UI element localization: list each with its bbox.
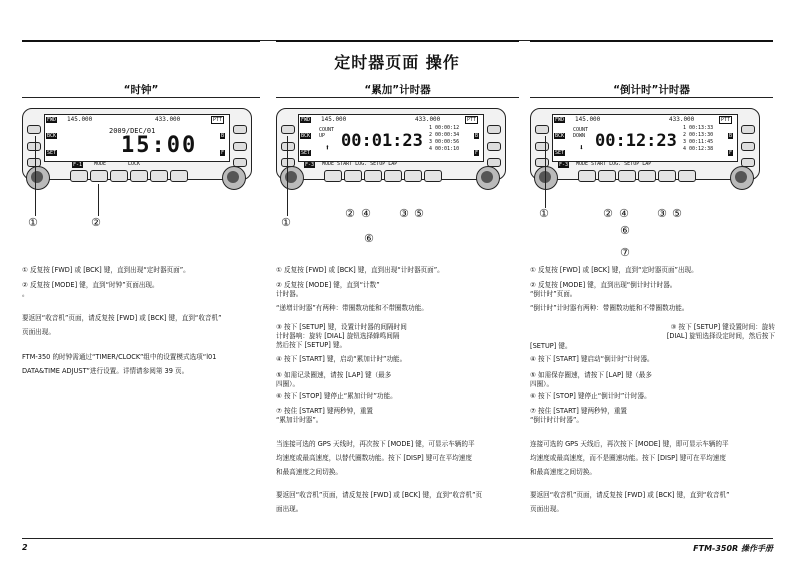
lap-item: 1 00:13:33: [683, 125, 714, 131]
soft-key: [678, 170, 696, 182]
soft-key: [90, 170, 108, 182]
lcd-b: B: [221, 133, 225, 139]
left-knob: [280, 166, 304, 190]
soft-key: [110, 170, 128, 182]
side-button: [535, 142, 549, 151]
lcd-ptt: PTT: [213, 117, 223, 123]
right-knob: [476, 166, 500, 190]
soft-key: [70, 170, 88, 182]
right-knob: [730, 166, 754, 190]
lcd-set: SET: [47, 150, 57, 156]
callout-5: ⑤: [672, 207, 682, 220]
col1-step-1: ① 反复按 [FWD] 或 [BCK] 键，直到出现“定时器页面”。: [22, 266, 190, 274]
page-number: 2: [22, 543, 28, 552]
lcd-f: F: [221, 150, 225, 156]
radio-clock-illustration: [22, 100, 252, 192]
side-button: [281, 125, 295, 134]
col2-step-2-note: “递增计时器”有两种：带圈数功能和不带圈数功能。: [276, 304, 428, 312]
callout-5: ⑤: [414, 207, 424, 220]
fn-indicator: F-3: [559, 162, 569, 168]
fn-lock: LOCK: [128, 161, 141, 167]
lcd-ptt: PTT: [721, 117, 731, 123]
lcd-freq-right: 433.000: [155, 116, 181, 123]
fn-mode: MODE: [94, 161, 107, 167]
leader-line: [287, 136, 288, 216]
lap-list: [429, 125, 473, 153]
lcd-bck: BCK: [301, 133, 311, 139]
lcd-f: F: [729, 150, 733, 156]
lcd-b: B: [475, 133, 479, 139]
callout-6: ⑥: [620, 224, 630, 237]
leader-line: [35, 136, 36, 216]
callout-2: ②: [91, 216, 101, 229]
col2-heading-rule: [276, 97, 519, 98]
lcd-b: B: [729, 133, 733, 139]
col3-step-4: ④ 按下 [START] 键启动“倒计时”计时器。: [530, 355, 654, 363]
lcd-big-time: 00:12:23: [595, 131, 677, 151]
callout-2: ②: [345, 207, 355, 220]
radio-countup-illustration: [276, 100, 506, 192]
soft-key: [170, 170, 188, 182]
lcd-fwd: FWD: [301, 117, 311, 123]
side-button: [741, 125, 755, 134]
leader-line: [545, 136, 546, 208]
fn-keys: MODE START LOG. SETUP LAP: [576, 161, 652, 167]
right-knob: [222, 166, 246, 190]
side-button: [741, 142, 755, 151]
col1-para-1: 要返回“收音机”页面，请反复按 [FWD] 或 [BCK] 键，直到“收音机” 页面出现。: [22, 314, 222, 336]
col3-step-2-note: “倒计时”计时器有两种：带圈数功能和不带圈数功能。: [530, 304, 689, 312]
soft-key: [638, 170, 656, 182]
left-knob: [534, 166, 558, 190]
col3-step-1: ① 反复按 [FWD] 或 [BCK] 键，直到“定时器页面”出现。: [530, 266, 698, 274]
lcd-freq-left: 145.000: [321, 116, 347, 123]
lcd-f: F: [475, 150, 479, 156]
side-button: [27, 125, 41, 134]
soft-key: [424, 170, 442, 182]
lcd-date: 2009/DEC/01: [109, 127, 156, 135]
left-knob: [26, 166, 50, 190]
lap-item: 2 00:13:30: [683, 132, 714, 138]
lcd-fwd: FWD: [47, 117, 57, 123]
lcd-fwd: FWD: [555, 117, 565, 123]
callout-1: ①: [281, 216, 291, 229]
lap-item: 4 00:01:10: [429, 146, 460, 152]
lap-item: 3 00:11:45: [683, 139, 714, 145]
callout-4: ④: [361, 207, 371, 220]
soft-key: [404, 170, 422, 182]
side-button: [27, 142, 41, 151]
lcd-screen: [44, 114, 230, 162]
lcd-count-label: COUNT DOWN: [573, 127, 589, 139]
soft-key: [578, 170, 596, 182]
callout-7: ⑦: [620, 246, 630, 259]
lcd-ptt: PTT: [467, 117, 477, 123]
soft-key: [344, 170, 362, 182]
col3-step-5: ⑤ 如需保存圈速，请按下 [LAP] 键（最多 四圈）。: [530, 371, 652, 388]
col2-step-1: ① 反复按 [FWD] 或 [BCK] 键，直到出现“计时器页面”。: [276, 266, 444, 274]
lcd-big-time: 00:01:23: [341, 131, 423, 151]
down-arrow-icon: ⬇: [579, 143, 584, 152]
col3-heading-rule: [530, 97, 773, 98]
col1-heading-rule: [22, 97, 260, 98]
soft-key: [324, 170, 342, 182]
lcd-freq-right: 433.000: [415, 116, 441, 123]
soft-key: [364, 170, 382, 182]
col3-para-2: 要返回“收音机”页面，请反复按 [FWD] 或 [BCK] 键，直到“收音机” 页面出现。: [530, 491, 730, 513]
lcd-set: SET: [555, 150, 565, 156]
col1-rule-top: [22, 40, 260, 42]
col3-step-3-cont: [SETUP] 键。: [530, 342, 572, 350]
page-title: 定时器页面 操作: [334, 53, 460, 72]
col3-step-3: ③ 按下 [SETUP] 键设置时间：旋转 [DIAL] 旋钮选择设定时间，然后按下: [666, 323, 775, 340]
col2-step-4: ④ 按下 [START] 键，启动“累加计时”功能。: [276, 355, 407, 363]
col1-para-2: FTM-350 的时钟需通过“TIMER/CLOCK”组中的设置模式选项“l01 DATA&TIME ADJUST”进行设置。详情请参阅第 39 页。: [22, 353, 217, 375]
soft-key: [658, 170, 676, 182]
footer-title: FTM-350R 操作手册: [693, 544, 773, 553]
lcd-screen: [552, 114, 738, 162]
soft-key: [384, 170, 402, 182]
col1-heading: “时钟”: [123, 84, 159, 96]
soft-key: [618, 170, 636, 182]
soft-key: [150, 170, 168, 182]
callout-3: ③: [657, 207, 667, 220]
lcd-big-time: 15:00: [121, 133, 198, 158]
lcd-screen: [298, 114, 484, 162]
col2-step-7: ⑦ 按住 [START] 键两秒钟，重置 “累加计时器”。: [276, 407, 374, 424]
lap-item: 1 00:00:12: [429, 125, 460, 131]
col3-step-7: ⑦ 按住 [START] 键两秒钟，重置 “倒计时计时器”。: [530, 407, 628, 424]
callout-4: ④: [619, 207, 629, 220]
callout-3: ③: [399, 207, 409, 220]
col2-para-1: 当连接可选的 GPS 天线时，再次按下 [MODE] 键，可显示车辆的平 均速度或最高速度，以替代圈数功能。按下 [DISP] 键可在平均速度 和最高速度之间切换。: [276, 440, 475, 476]
col3-step-2: ② 反复按 [MODE] 键，直到出现“倒计时计时器。 “倒计时”页面。: [530, 281, 677, 298]
callout-1: ①: [539, 207, 549, 220]
col3-heading: “倒计时”计时器: [613, 84, 690, 96]
col2-step-6: ⑥ 按下 [STOP] 键停止“累加计时”功能。: [276, 392, 397, 400]
leader-line: [98, 184, 99, 216]
lcd-freq-left: 145.000: [575, 116, 601, 123]
col3-rule-top: [530, 40, 773, 42]
fn-indicator: F-3: [305, 162, 315, 168]
callout-1: ①: [28, 216, 38, 229]
lap-item: 4 00:12:38: [683, 146, 714, 152]
col3-step-6: ⑥ 按下 [STOP] 键停止“倒计时”计时器。: [530, 392, 651, 400]
radio-countdown-illustration: [530, 100, 760, 192]
soft-key: [598, 170, 616, 182]
footer-rule: [22, 538, 773, 539]
callout-6: ⑥: [364, 232, 374, 245]
col2-heading: “累加”计时器: [364, 84, 431, 96]
lcd-bck: BCK: [47, 133, 57, 139]
soft-key: [130, 170, 148, 182]
side-button: [233, 142, 247, 151]
lcd-bck: BCK: [555, 133, 565, 139]
fn-keys: MODE START LOG. SETUP LAP: [322, 161, 398, 167]
lap-item: 3 00:00:56: [429, 139, 460, 145]
side-button: [535, 125, 549, 134]
col1-step-2: ② 反复按 [MODE] 键，直到“时钟”页面出现。 。: [22, 281, 159, 298]
col2-para-2: 要返回“收音机”页面，请反复按 [FWD] 或 [BCK] 键，直到“收音机”页 面出现。: [276, 491, 483, 513]
col2-step-2: ② 反复按 [MODE] 键，直到“计数” 计时器。: [276, 281, 380, 298]
callout-2: ②: [603, 207, 613, 220]
col3-para-1: 连接可选的 GPS 天线后，再次按下 [MODE] 键，即可显示车辆的平 均速度或最高速度，而不是圈速功能。按下 [DISP] 键可在平均速度 和最高速度之间切换。: [530, 440, 729, 476]
side-button: [233, 125, 247, 134]
lcd-count-label: COUNT UP: [319, 127, 335, 139]
col2-step-3: ③ 按下 [SETUP] 键，设置计时器的间隔时间 计时器响：旋转 [DIAL] 旋钮选择蜂鸣间隔 然后按下 [SETUP] 键。: [276, 323, 407, 349]
fn-indicator: F-1: [73, 162, 83, 168]
col2-step-5: ⑤ 如需记录圈速，请按 [LAP] 键（最多 四圈）。: [276, 371, 392, 388]
lcd-freq-left: 145.000: [67, 116, 93, 123]
side-button: [487, 125, 501, 134]
lcd-freq-right: 433.000: [669, 116, 695, 123]
up-arrow-icon: ⬆: [325, 143, 330, 152]
col2-rule-top: [276, 40, 519, 42]
lcd-set: SET: [301, 150, 311, 156]
side-button: [487, 142, 501, 151]
lap-list: [683, 125, 727, 153]
lap-item: 2 00:00:34: [429, 132, 460, 138]
side-button: [281, 142, 295, 151]
